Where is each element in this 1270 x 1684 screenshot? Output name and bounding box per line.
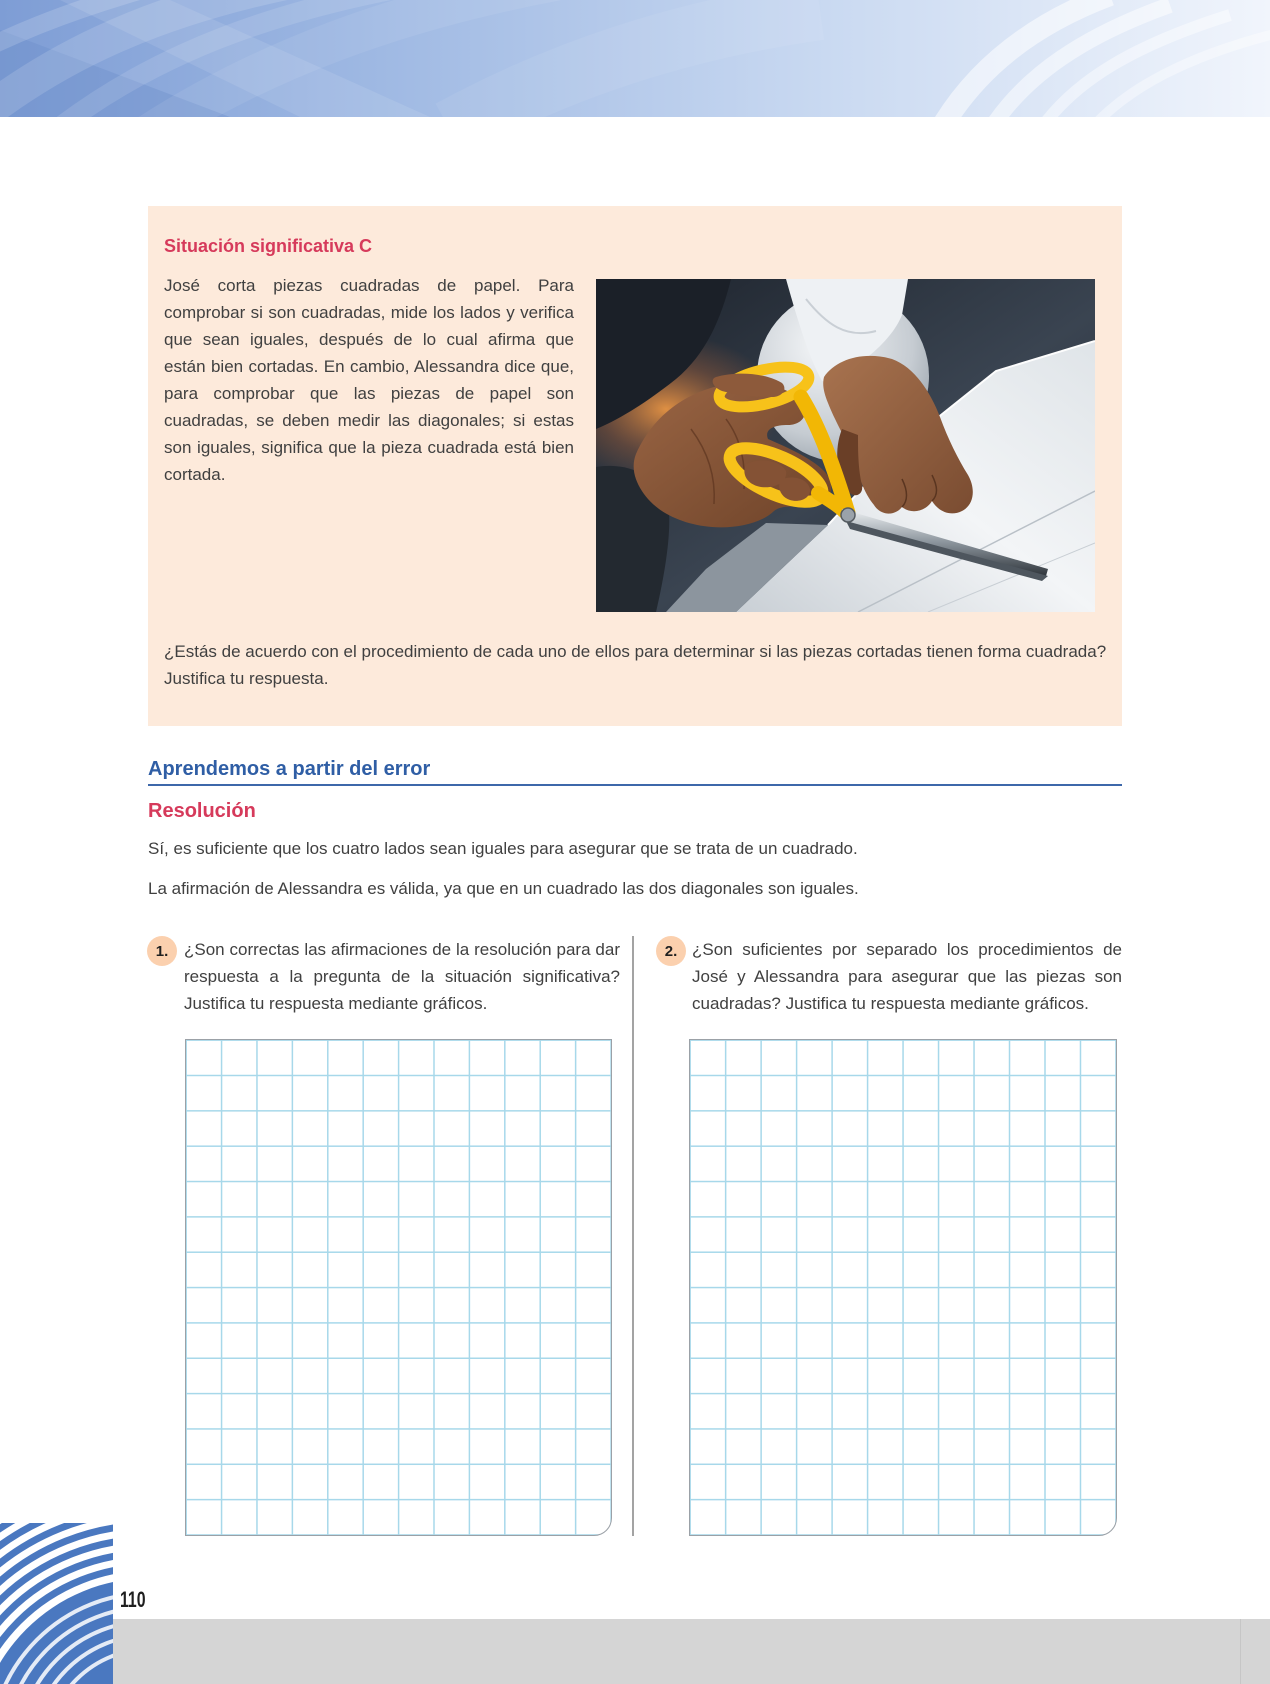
footer-wave-decoration [0,1523,113,1684]
answer-grid-1 [185,1039,612,1536]
question-2-header [656,936,1122,1017]
question-2-badge: 2. [656,936,686,966]
footer-bar [113,1619,1270,1684]
situation-question: ¿Estás de acuerdo con el procedimiento de cada uno de ellos para determinar si las piezas cortadas tienen forma cuadrada? Justifica tu respuesta. [164,642,1107,688]
column-divider [632,936,634,1536]
header-banner-graphic [0,0,1270,117]
photo-hands-cutting-cardboard [596,279,1095,612]
question-1-text: ¿Son correctas las afirmaciones de la resolución para dar respuesta a la pregunta de la situación significativa? Justifica tu respuesta mediante gráficos. [184,940,620,1013]
footer-bar-seam [1240,1619,1241,1684]
question-1-badge: 1. [147,936,177,966]
situation-title: Situación significativa C [164,236,373,256]
section-heading-rule [148,784,1122,786]
footer-wave-graphic [0,1523,113,1684]
header-banner [0,0,1270,117]
section-heading-error: Aprendemos a partir del error [148,758,431,780]
situation-paragraph: José corta piezas cuadradas de papel. Para comprobar si son cuadradas, mide los lados y verifica que sean iguales, después de lo cual afirma que están bien cortadas. En cambio, Alessandra dice que, para comprobar que las piezas de papel son cuadradas, se deben medir las diagonales; si estas son iguales, significa que la pieza cuadrada está bien cortada. [164,276,574,484]
answer-grid-2 [689,1039,1117,1536]
question-2-text: ¿Son suficientes por separado los procedimientos de José y Alessandra para asegurar que las piezas son cuadradas? Justifica tu respuesta mediante gráficos. [692,940,1122,1013]
question-1 [147,936,620,1536]
question-1-header [147,936,620,1017]
resolution-title: Resolución [148,800,256,822]
resolution-line-2: La afirmación de Alessandra es válida, ya que en un cuadrado las dos diagonales son iguales. [148,879,859,898]
resolution-line-1: Sí, es suficiente que los cuatro lados sean iguales para asegurar que se trata de un cuadrado. [148,839,858,858]
question-2 [656,936,1122,1536]
situation-box [148,206,1122,726]
page-number: 110 [120,1587,146,1612]
situation-photo [596,279,1095,612]
